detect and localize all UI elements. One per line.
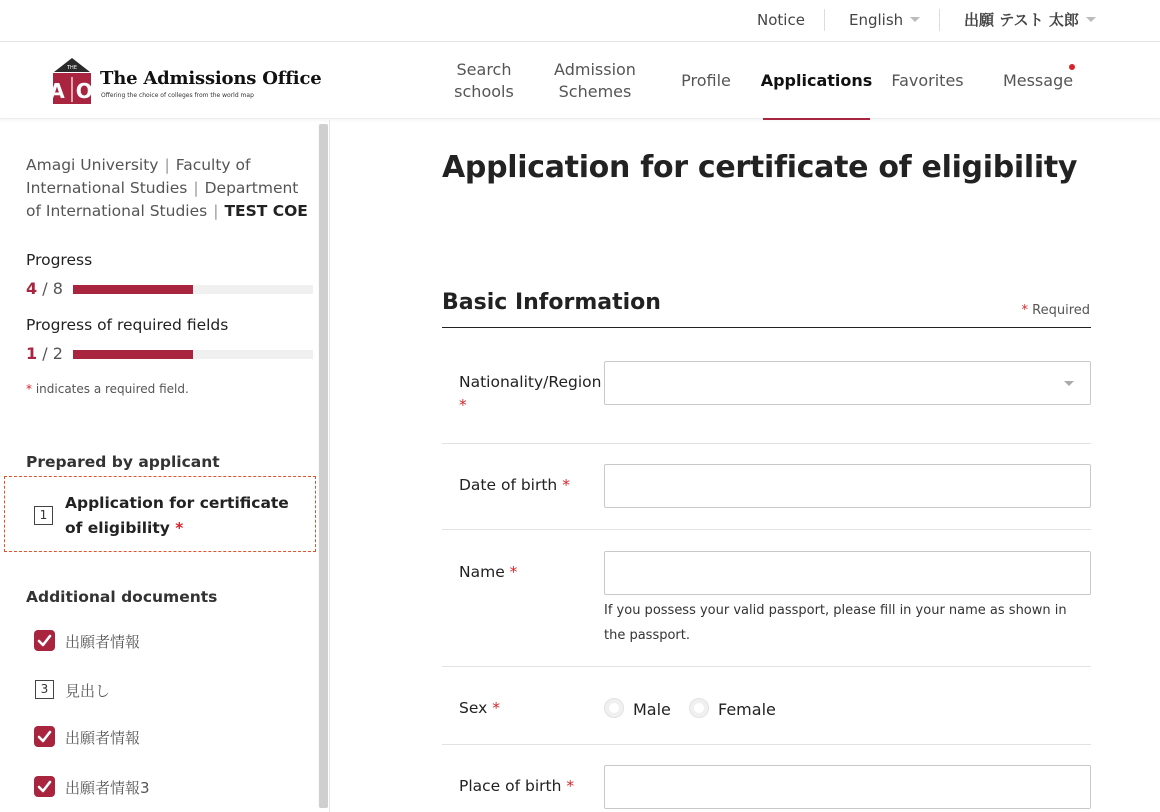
required-star: * <box>509 563 518 581</box>
user-name: 出願 テスト 太郎 <box>964 11 1079 29</box>
progress-label: Progress <box>26 251 93 269</box>
breadcrumb <box>26 154 316 223</box>
sidebar-item-label <box>65 491 305 541</box>
name-label-text: Name <box>459 563 505 581</box>
additional-heading: Additional documents <box>26 588 218 606</box>
doc-label: 出願者情報3 <box>65 779 150 797</box>
user-menu[interactable] <box>964 0 1096 42</box>
required-progress-bar <box>73 350 313 359</box>
required-legend <box>1000 303 1090 318</box>
required-star: * <box>562 476 570 494</box>
item-number: 3 <box>35 680 54 699</box>
required-star: * <box>566 777 575 795</box>
required-progress-current: 1 <box>26 344 38 363</box>
checkbox[interactable] <box>34 776 55 797</box>
progress-current: 4 <box>26 279 38 298</box>
nav-profile[interactable]: Profile <box>681 70 731 90</box>
required-progress-total: / 2 <box>42 344 63 363</box>
breadcrumb-separator: | <box>213 202 219 220</box>
place-of-birth-label <box>459 775 574 798</box>
breadcrumb-university: Amagi University <box>26 156 159 174</box>
dob-label-text: Date of birth <box>459 476 558 494</box>
language-label: English <box>849 11 904 29</box>
required-star: * <box>26 382 32 396</box>
dob-input[interactable] <box>604 464 1091 508</box>
row-divider <box>442 666 1091 667</box>
doc-label: 出願者情報 <box>65 633 141 651</box>
required-note <box>26 382 189 396</box>
checkmark-icon <box>34 776 55 797</box>
sex-label-text: Sex <box>459 699 488 717</box>
row-divider <box>442 744 1091 745</box>
radio-male[interactable] <box>604 698 624 718</box>
breadcrumb-department: Department of International Studies <box>26 179 299 220</box>
checkbox[interactable] <box>34 726 55 747</box>
required-progress-count <box>26 344 63 363</box>
checkmark-icon <box>34 630 55 651</box>
required-progress-label: Progress of required fields <box>26 316 229 334</box>
breadcrumb-separator: | <box>193 179 199 197</box>
place-of-birth-label-text: Place of birth <box>459 777 562 795</box>
logo-mark-top: THE <box>67 65 77 71</box>
divider <box>824 9 825 31</box>
nav-message[interactable]: Message <box>1002 70 1074 90</box>
sidebar-item-text: Application for certificate of eligibility <box>65 494 289 537</box>
site-header <box>0 42 1160 119</box>
nav-applications[interactable]: Applications <box>763 42 870 119</box>
radio-female-label[interactable]: Female <box>718 700 776 719</box>
required-note-text: indicates a required field. <box>35 382 189 396</box>
sex-label <box>459 697 500 720</box>
required-star: * <box>492 699 500 717</box>
doc-label: 見出し <box>65 682 111 700</box>
scrollbar-thumb[interactable] <box>319 124 328 808</box>
required-star: * <box>175 519 184 537</box>
logo-tagline: Offering the choice of colleges from the world map <box>101 92 254 99</box>
sidebar-item-application[interactable] <box>4 476 316 552</box>
notification-dot-icon <box>1069 64 1075 70</box>
progress-count <box>26 279 63 298</box>
nav-favorites[interactable]: Favorites <box>891 70 964 90</box>
nav-admission-schemes[interactable]: Admission Schemes <box>554 59 636 101</box>
caret-down-icon <box>910 17 920 22</box>
radio-female[interactable] <box>689 698 709 718</box>
section-divider <box>442 327 1091 328</box>
checkbox[interactable] <box>34 630 55 651</box>
nationality-select[interactable] <box>604 361 1091 405</box>
utility-bar <box>0 0 1160 42</box>
name-input[interactable] <box>604 551 1091 595</box>
name-label <box>459 561 517 584</box>
logo-mark-letters: A O <box>49 79 95 103</box>
section-title: Basic Information <box>442 290 661 315</box>
divider <box>939 9 940 31</box>
breadcrumb-separator: | <box>164 156 170 174</box>
required-star: * <box>1021 303 1028 318</box>
progress-bar <box>73 285 313 294</box>
dob-label <box>459 474 570 497</box>
page-title: Application for certificate of eligibility <box>442 150 1078 185</box>
radio-male-label[interactable]: Male <box>633 700 671 719</box>
logo-title: The Admissions Office <box>100 68 322 89</box>
row-divider <box>442 443 1091 444</box>
name-hint: If you possess your valid passport, please fill in your name as shown in the passport. <box>604 603 1067 643</box>
required-progress-bar-fill <box>73 350 193 359</box>
item-number: 1 <box>34 506 53 525</box>
nationality-label-text: Nationality/Region <box>459 373 602 391</box>
breadcrumb-faculty: Faculty of International Studies <box>26 156 251 197</box>
caret-down-icon <box>1064 381 1074 386</box>
nationality-label <box>459 371 601 417</box>
checkmark-icon <box>34 726 55 747</box>
caret-down-icon <box>1086 17 1096 22</box>
row-divider <box>442 529 1091 530</box>
required-legend-text: Required <box>1032 303 1090 318</box>
site-logo[interactable] <box>49 56 322 106</box>
nav-search-schools[interactable]: Search schools <box>454 59 514 101</box>
prepared-heading: Prepared by applicant <box>26 453 220 471</box>
logo-mark-icon <box>49 56 95 104</box>
progress-total: / 8 <box>42 279 63 298</box>
language-select[interactable] <box>849 0 920 42</box>
doc-label: 出願者情報 <box>65 729 141 747</box>
progress-bar-fill <box>73 285 193 294</box>
notice-link[interactable]: Notice <box>757 11 805 29</box>
sidebar <box>0 120 330 812</box>
required-star: * <box>459 396 467 414</box>
breadcrumb-scheme: TEST COE <box>224 202 308 220</box>
place-of-birth-input[interactable] <box>604 765 1091 809</box>
